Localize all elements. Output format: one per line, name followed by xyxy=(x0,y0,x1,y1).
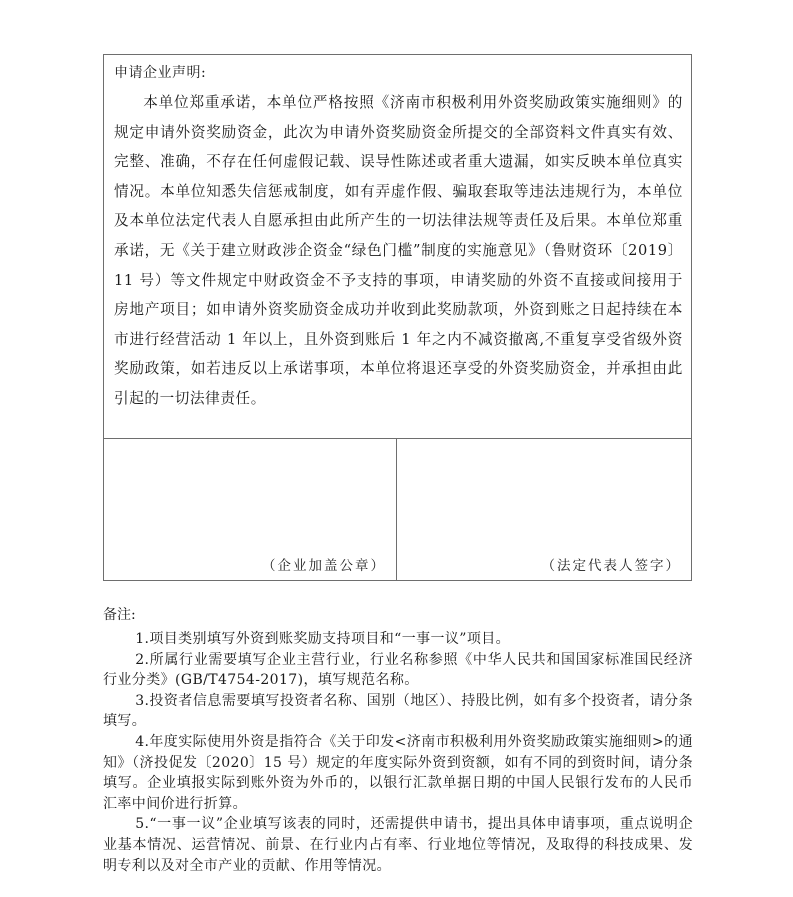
declaration-table xyxy=(103,54,692,581)
legal-rep-signature-label: （法定代表人签字） xyxy=(541,558,681,574)
note-item-2: 2.所属行业需要填写企业主营行业，行业名称参照《中华人民共和国国家标准国民经济行业分类》(GB/T4754-2017)，填写规范名称。 xyxy=(103,651,693,689)
notes-title: 备注: xyxy=(103,607,136,623)
legal-rep-signature-cell[interactable] xyxy=(397,439,691,580)
declaration-title: 申请企业声明: xyxy=(114,65,207,81)
company-seal-label: （企业加盖公章） xyxy=(262,558,386,574)
note-item-5: 5.“一事一议”企业填写该表的同时，还需提供申请书，提出具体申请事项，重点说明企业基本情况、运营情况、前景、在行业内占有率、行业地位等情况，及取得的科技成果、发明专利以及对全市产业的贡献、作用等情况。 xyxy=(103,816,693,874)
company-seal-cell[interactable] xyxy=(104,439,397,580)
note-item-3: 3.投资者信息需要填写投资者名称、国别（地区）、持股比例，如有多个投资者，请分条填写。 xyxy=(103,692,693,730)
note-item-1: 1.项目类别填写外资到账奖励支持项目和“一事一议”项目。 xyxy=(135,631,511,647)
note-item-4: 4.年度实际使用外资是指符合《关于印发<济南市积极利用外资奖励政策实施细则>的通知》（济投促发〔2020〕15 号）规定的年度实际外资到资额，如有不同的到资时间，请分条填写。企业填报实际到账外资为外币的，以银行汇款单据日期的中国人民银行发布的人民币汇率中间价进行折算。 xyxy=(103,733,693,812)
notes-section xyxy=(103,605,693,876)
declaration-body: 本单位郑重承诺，本单位严格按照《济南市积极利用外资奖励政策实施细则》的规定申请外资奖励资金，此次为申请外资奖励资金所提交的全部资料文件真实有效、完整、准确，不存在任何虚假记载、误导性陈述或者重大遗漏，如实反映本单位真实情况。本单位知悉失信惩戒制度，如有弄虚作假、骗取套取等违法违规行为，本单位及本单位法定代表人自愿承担由此所产生的一切法律法规等责任及后果。本单位郑重承诺，无《关于建立财政涉企资金“绿色门槛”制度的实施意见》（鲁财资环〔2019〕11 号）等文件规定中财政资金不予支持的事项，申请奖励的外资不直接或间接用于房地产项目；如申请外资奖励资金成功并收到此奖励款项，外资到账之日起持续在本市进行经营活动 1 年以上，且外资到账后 1 年之内不减资撤离,不重复享受省级外资奖励政策，如若违反以上承诺事项，本单位将退还享受的外资奖励资金，并承担由此引起的一切法律责任。 xyxy=(114,94,683,407)
declaration-cell xyxy=(104,55,691,439)
